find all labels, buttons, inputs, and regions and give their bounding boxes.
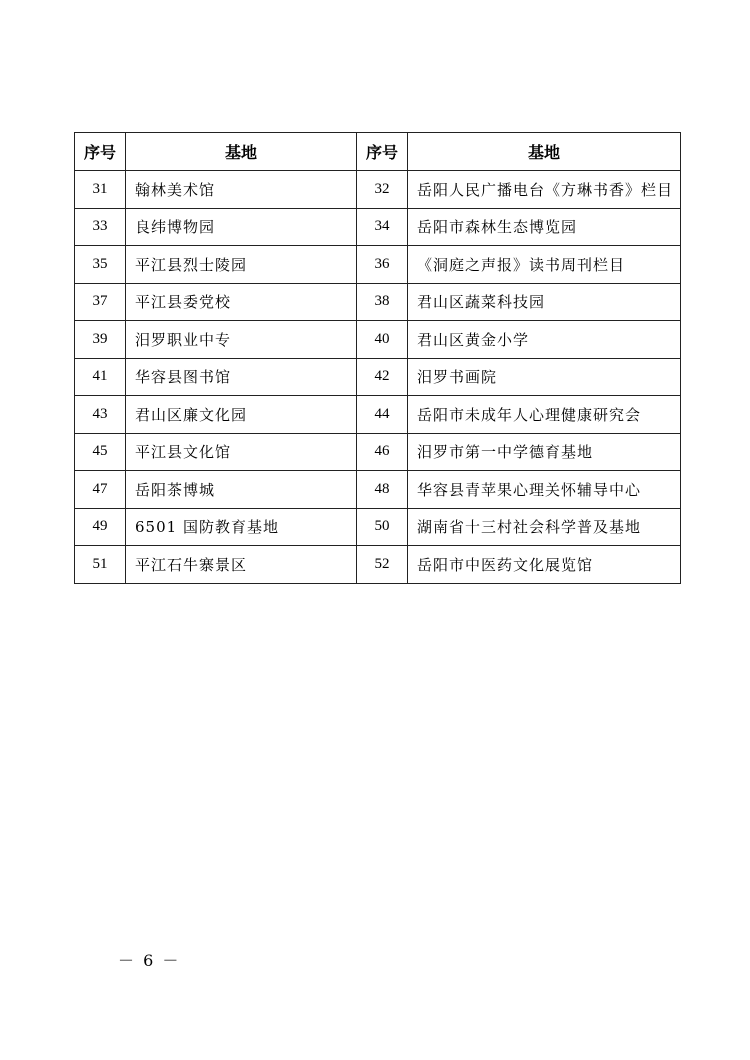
base-cell: 《洞庭之声报》读书周刊栏目: [408, 246, 681, 284]
table-row: [75, 508, 681, 546]
header-base-right: 基地: [408, 133, 681, 171]
table-row: [75, 396, 681, 434]
seq-cell: 32: [357, 171, 408, 209]
seq-cell: 52: [357, 546, 408, 584]
base-cell: 翰林美术馆: [126, 171, 357, 209]
seq-cell: 34: [357, 208, 408, 246]
base-cell: 汨罗职业中专: [126, 321, 357, 359]
base-cell: 6501 国防教育基地: [126, 508, 357, 546]
base-cell: 良纬博物园: [126, 208, 357, 246]
base-cell: 平江县烈士陵园: [126, 246, 357, 284]
table-row: [75, 171, 681, 209]
base-cell: 君山区黄金小学: [408, 321, 681, 359]
table-row: [75, 358, 681, 396]
seq-cell: 50: [357, 508, 408, 546]
base-cell: 岳阳市中医药文化展览馆: [408, 546, 681, 584]
seq-cell: 42: [357, 358, 408, 396]
seq-cell: 49: [75, 508, 126, 546]
base-cell: 平江县文化馆: [126, 433, 357, 471]
base-cell: 岳阳市未成年人心理健康研究会: [408, 396, 681, 434]
bases-table: [74, 132, 681, 584]
seq-cell: 51: [75, 546, 126, 584]
base-cell: 湖南省十三村社会科学普及基地: [408, 508, 681, 546]
table-row: [75, 246, 681, 284]
table-header-row: [75, 133, 681, 171]
seq-cell: 47: [75, 471, 126, 509]
table-row: [75, 546, 681, 584]
seq-cell: 33: [75, 208, 126, 246]
base-cell: 君山区廉文化园: [126, 396, 357, 434]
table-row: [75, 471, 681, 509]
base-cell: 汨罗市第一中学德育基地: [408, 433, 681, 471]
base-cell: 岳阳人民广播电台《方琳书香》栏目: [408, 171, 681, 209]
table-row: [75, 208, 681, 246]
base-cell: 汨罗书画院: [408, 358, 681, 396]
seq-cell: 36: [357, 246, 408, 284]
table-row: [75, 433, 681, 471]
base-cell: 岳阳市森林生态博览园: [408, 208, 681, 246]
seq-cell: 38: [357, 283, 408, 321]
seq-cell: 37: [75, 283, 126, 321]
seq-cell: 35: [75, 246, 126, 284]
table-row: [75, 283, 681, 321]
seq-cell: 31: [75, 171, 126, 209]
base-cell: 华容县图书馆: [126, 358, 357, 396]
header-seq-left: 序号: [75, 133, 126, 171]
seq-cell: 44: [357, 396, 408, 434]
seq-cell: 48: [357, 471, 408, 509]
table-row: [75, 321, 681, 359]
page-number: － 6 －: [118, 951, 181, 970]
seq-cell: 43: [75, 396, 126, 434]
base-cell: 岳阳茶博城: [126, 471, 357, 509]
table-body: [75, 171, 681, 584]
seq-cell: 39: [75, 321, 126, 359]
base-cell: 平江石牛寨景区: [126, 546, 357, 584]
seq-cell: 40: [357, 321, 408, 359]
seq-cell: 46: [357, 433, 408, 471]
base-cell: 平江县委党校: [126, 283, 357, 321]
base-cell: 华容县青苹果心理关怀辅导中心: [408, 471, 681, 509]
seq-cell: 41: [75, 358, 126, 396]
header-seq-right: 序号: [357, 133, 408, 171]
header-base-left: 基地: [126, 133, 357, 171]
base-cell: 君山区蔬菜科技园: [408, 283, 681, 321]
seq-cell: 45: [75, 433, 126, 471]
